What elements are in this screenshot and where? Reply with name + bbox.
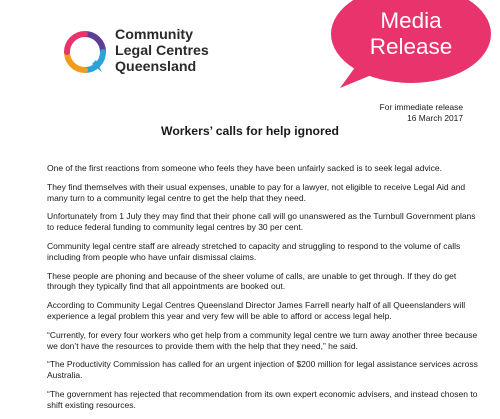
paragraph: According to Community Legal Centres Queensland Director James Farrell nearly half of all Queenslanders will experience a legal problem this year and very few will be able to afford or access legal help. bbox=[47, 300, 466, 321]
media-release-badge bbox=[330, 0, 492, 92]
org-name-line-3: Queensland bbox=[115, 59, 197, 75]
paragraph: “The Productivity Commission has called for an urgent injection of $200 million for legal assistance services across Australia. bbox=[47, 359, 478, 381]
release-info bbox=[380, 102, 463, 124]
paragraph: These people are phoning and because of the sheer volume of calls, are unable to get through. If they do get through they typically find that all appointments are booked out. bbox=[47, 270, 457, 292]
paragraph: “Currently, for every four workers who get help from a community legal centre we turn away another three because we don’t have the resources to provide them with the help that they need,” he said. bbox=[47, 329, 478, 351]
paragraph: “The government has rejected that recommendation from its own expert economic advisers, and instead chosen to shift existing resources. bbox=[47, 388, 478, 410]
body-text bbox=[47, 163, 479, 419]
paragraph: One of the first reactions from someone who feels they have been unfairly sacked is to seek legal advice. bbox=[47, 163, 442, 173]
clcq-logo bbox=[62, 26, 212, 76]
paragraph: They find themselves with their usual expenses, unable to pay for a lawyer, not eligible to receive Legal Aid and many turn to a community legal centre to get the help that they need. bbox=[47, 181, 466, 203]
paragraph: Community legal centre staff are already stretched to capacity and struggling to respond to the volume of calls including from people who have unfair dismissal claims. bbox=[47, 240, 461, 262]
document-title: Workers’ calls for help ignored bbox=[161, 124, 339, 138]
org-name-line-1: Community bbox=[115, 27, 194, 43]
release-label: For immediate release bbox=[379, 102, 463, 112]
badge-line-release: Release bbox=[369, 34, 453, 59]
org-name-line-2: Legal Centres bbox=[115, 43, 209, 59]
org-name bbox=[115, 27, 209, 75]
release-date: 16 March 2017 bbox=[407, 113, 463, 123]
speech-bubble-logo-icon bbox=[62, 30, 108, 74]
paragraph: Unfortunately from 1 July they may find that their phone call will go unanswered as the Turnbull Government plans to reduce federal funding to community legal centres by 30 per cent. bbox=[47, 211, 476, 233]
badge-line-media: Media bbox=[380, 8, 442, 33]
